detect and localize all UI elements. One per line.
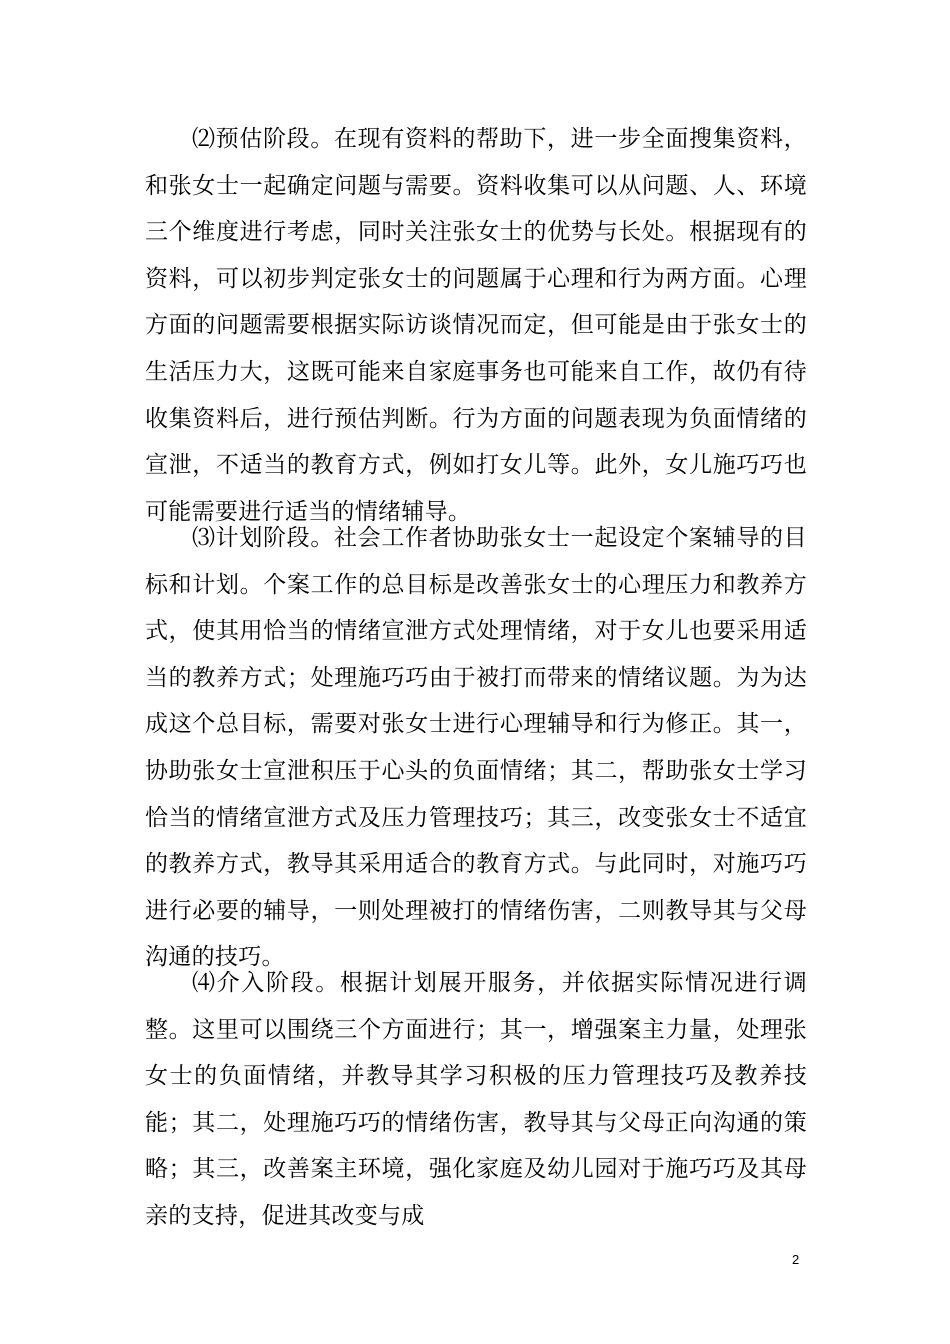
paragraph-intervention-stage: ⑷介入阶段。根据计划展开服务，并依据实际情况进行调整。这里可以围绕三个方面进行；其一，增强案主力量，处理张女士的负面情绪，并教导其学习积极的压力管理技巧及教养技能；其二，处理施巧巧的情绪伤害，教导其与父母正向沟通的策略；其三，改善案主环境，强化家庭及幼儿园对于施巧巧及其母亲的支持，促进其改变与成 <box>145 970 807 1229</box>
page-number: 2 <box>792 1252 800 1267</box>
paragraph-assessment-stage: ⑵预估阶段。在现有资料的帮助下，进一步全面搜集资料，和张女士一起确定问题与需要。资料收集可以从问题、人、环境三个维度进行考虑，同时关注张女士的优势与长处。根据现有的资料，可以初步判定张女士的问题属于心理和行为两方面。心理方面的问题需要根据实际访谈情况而定，但可能是由于张女士的生活压力大，这既可能来自家庭事务也可能来自工作，故仍有待收集资料后，进行预估判断。行为方面的问题表现为负面情绪的宣泄，不适当的教育方式，例如打女儿等。此外，女儿施巧巧也可能需要进行适当的情绪辅导。 <box>145 126 807 525</box>
paragraph-planning-stage: ⑶计划阶段。社会工作者协助张女士一起设定个案辅导的目标和计划。个案工作的总目标是改善张女士的心理压力和教养方式，使其用恰当的情绪宣泄方式处理情绪，对于女儿也要采用适当的教养方式；处理施巧巧由于被打而带来的情绪议题。为为达成这个总目标，需要对张女士进行心理辅导和行为修正。其一，协助张女士宣泄积压于心头的负面情绪；其二，帮助张女士学习恰当的情绪宣泄方式及压力管理技巧；其三，改变张女士不适宜的教养方式，教导其采用适合的教育方式。与此同时，对施巧巧进行必要的辅导，一则处理被打的情绪伤害，二则教导其与父母沟通的技巧。 <box>145 525 807 971</box>
